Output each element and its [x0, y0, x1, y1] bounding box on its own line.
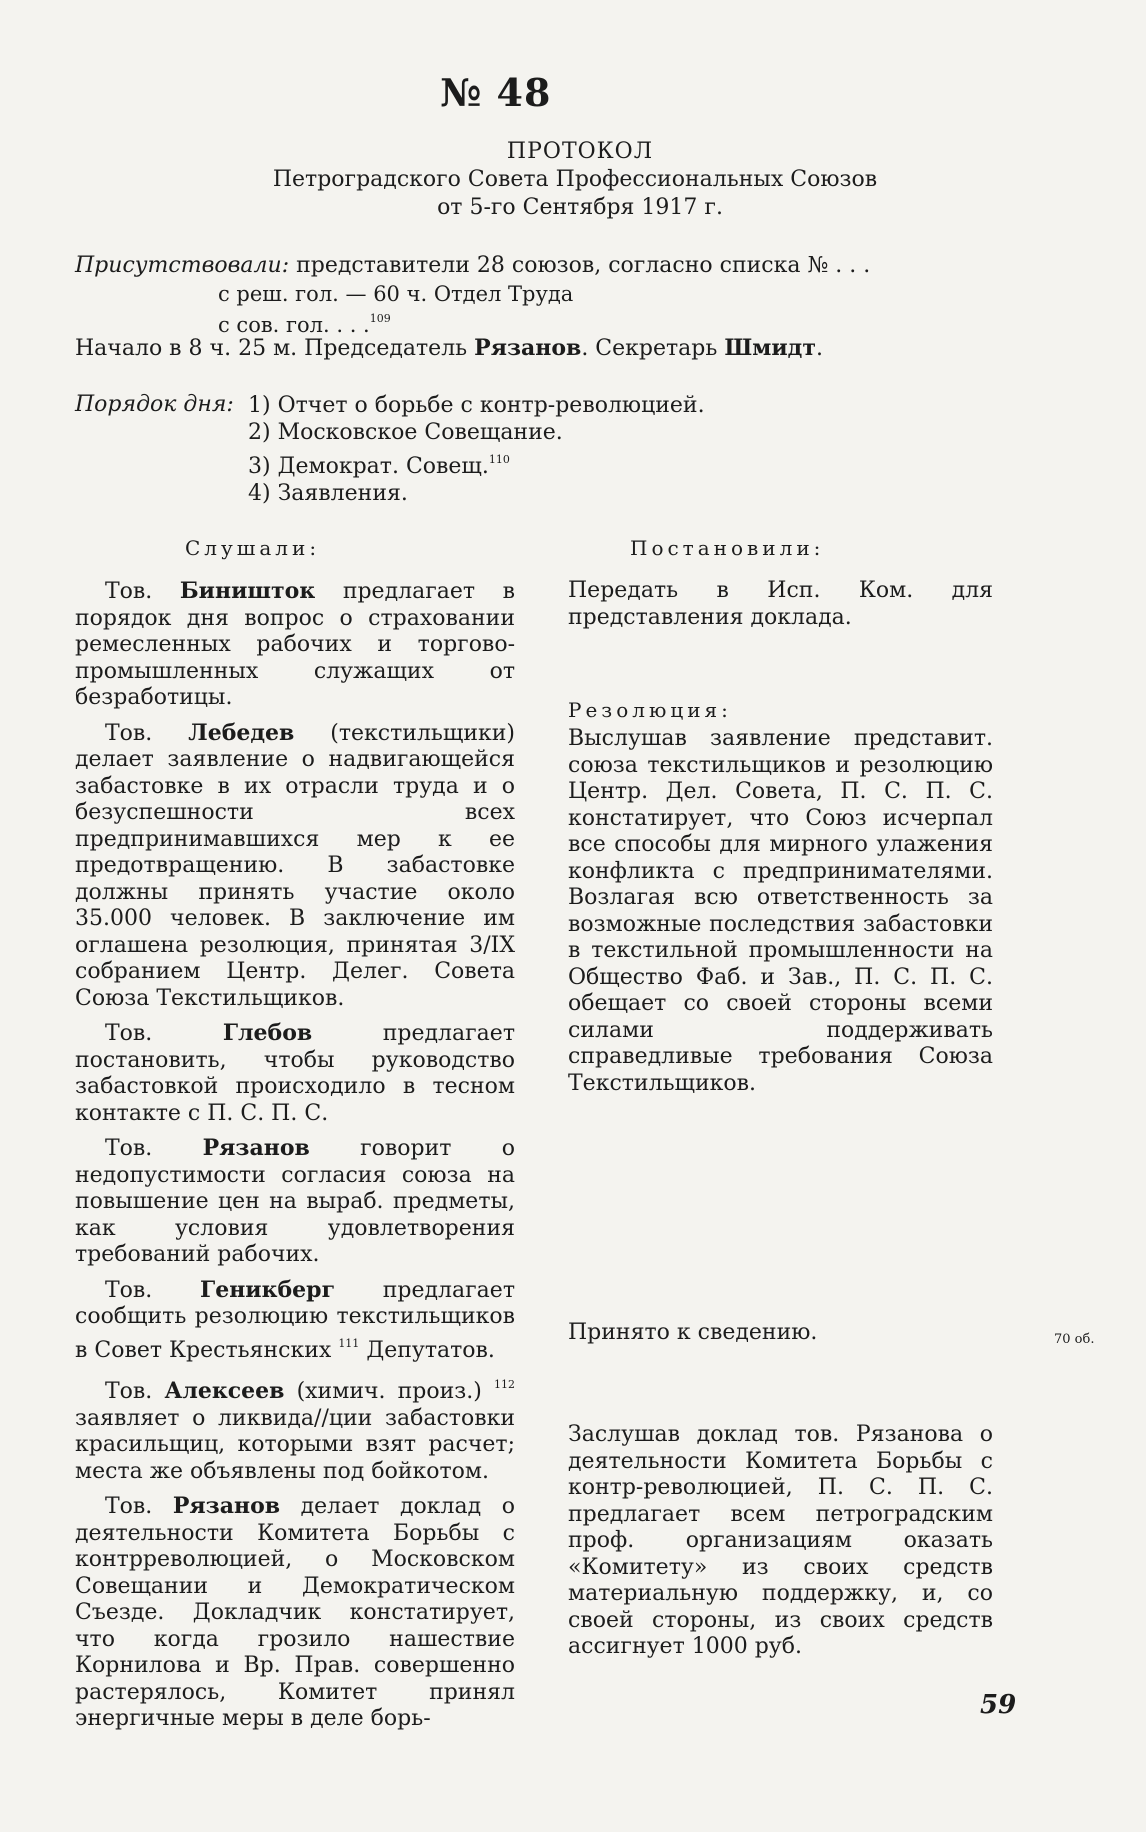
decision-noted: Принято к сведению. — [568, 1320, 818, 1345]
secretary-label: . Секретарь — [581, 336, 718, 361]
heard-column — [75, 578, 515, 1741]
speaker-name: Лебедев — [188, 719, 295, 746]
footnote-ref: 109 — [369, 312, 391, 325]
attendance-voting: с реш. гол. — 60 ч. Отдел Труда — [218, 282, 574, 306]
agenda-item: 3) Демократ. Совещ.$^{110}$ — [248, 453, 510, 479]
decision-transfer: Передать в Исп. Ком. для представления доклада. — [568, 578, 993, 630]
speaker-name: Алексеев — [164, 1378, 285, 1404]
heard-item: Тов. Рязанов делает доклад о деятельности Комитета Борьбы с контрреволюцией, о Московском Совещании и Демократическом Съезде. Докладчик констатирует, что когда грозило нашествие Корнилова и Вр. Прав. совершенно растерялось, Комитет принял энергичные меры в деле борь- — [75, 1493, 515, 1731]
footnote-ref: 111 — [338, 1336, 360, 1350]
document-subtitle: Петроградского Совета Профессиональных Союзов — [272, 167, 878, 192]
footnote-ref: 112 — [494, 1378, 515, 1391]
heard-item: Тов. Глебов предлагает постановить, чтобы руководство забастовкой происходило в тесном контакте с П. С. П. С. — [75, 1020, 515, 1126]
agenda-item: 4) Заявления. — [248, 481, 408, 506]
agenda-label: Порядок дня: — [75, 392, 234, 417]
agenda-item: 1) Отчет о борьбе с контр-революцией. — [248, 393, 705, 418]
heard-item: Тов. Геникберг предлагает сообщить резолюцию текстильщиков в Совет Крестьянских $^{111}$ Депутатов. — [75, 1276, 515, 1363]
opening-text: Начало в 8 ч. 25 м. Председатель — [75, 336, 468, 361]
decided-heading: Постановили: — [630, 536, 825, 560]
page-number: 59 — [980, 1690, 1017, 1720]
agenda-list — [248, 392, 705, 507]
heard-item: Тов. Биништок предлагает в порядок дня вопрос о страховании ремесленных рабочих и торгово-промышленных служащих от безработицы. — [75, 578, 515, 710]
document-title: ПРОТОКОЛ — [506, 139, 654, 164]
resolution-text: Выслушав заявление представит. союза текстильщиков и резолюцию Центр. Дел. Совета, П. С. П. С. констатирует, что Союз исчерпал все способы для мирного улажения конфликта с предпринимателями. Возлагая всю ответственность за возможные последствия забастовки в текстильной промышленности на Общество Фаб. и Зав., П. С. П. С. обещает со своей стороны всеми силами поддерживать справедливые требования Союза Текстильщиков. — [568, 726, 993, 1096]
heard-heading: Слушали: — [185, 536, 321, 560]
attendance-label: Присутствовали: — [75, 253, 290, 278]
chairman-name: Рязанов — [474, 335, 582, 361]
document-number: № 48 — [440, 70, 552, 115]
speaker-name: Рязанов — [202, 1135, 310, 1161]
decision-final: Заслушав доклад тов. Рязанова о деятельности Комитета Борьбы с контр-революцией, П. С. П. С. предлагает всем петроградским проф. организациям оказать «Комитету» из своих средств материальную поддержку, и, со своей стороны, из своих средств ассигнует 1000 руб. — [568, 1422, 993, 1659]
speaker-name: Глебов — [222, 1020, 313, 1046]
session-opening: Начало в 8 ч. 25 м. Председатель Рязанов. Секретарь Шмидт. — [75, 335, 823, 361]
speaker-name: Биништок — [179, 578, 316, 604]
attendance-text: представители 28 союзов, согласно списка № . . . — [296, 253, 871, 278]
resolution-label: Резолюция: — [568, 698, 732, 722]
footnote-ref: 110 — [488, 453, 510, 466]
archive-margin-note: 70 об. — [1054, 1332, 1095, 1347]
attendance-line — [75, 252, 870, 280]
speaker-name: Рязанов — [172, 1493, 281, 1519]
speaker-name: Геникберг — [200, 1276, 336, 1303]
attendance-advisory-text: с сов. гол. . . . — [218, 313, 370, 337]
agenda-item: 2) Московское Совещание. — [248, 420, 563, 445]
document-date: от 5-го Сентября 1917 г. — [437, 195, 723, 220]
heard-item: Тов. Лебедев (текстильщики) делает заявление о надвигающейся забастовке в их отрасли труда и о безуспешности всех предпринимавшихся мер к ее предотвращению. В забастовке должны принять участие около 35.000 человек. В заключение им оглашена резолюция, принятая 3/IX собранием Центр. Делег. Совета Союза Текстильщиков. — [75, 719, 516, 1011]
secretary-name: Шмидт — [724, 335, 816, 361]
heard-item: Тов. Рязанов говорит о недопустимости согласия союза на повышение цен на выраб. предметы, как условия удовлетворения требований рабочих. — [75, 1135, 516, 1267]
heard-item: Тов. Алексеев (химич. произ.) $^{112}$ заявляет о ликвида//ции забастовки красильщиц, которыми взят расчет; места же объявлены под бойкотом. — [75, 1378, 515, 1484]
attendance-advisory — [218, 306, 391, 338]
